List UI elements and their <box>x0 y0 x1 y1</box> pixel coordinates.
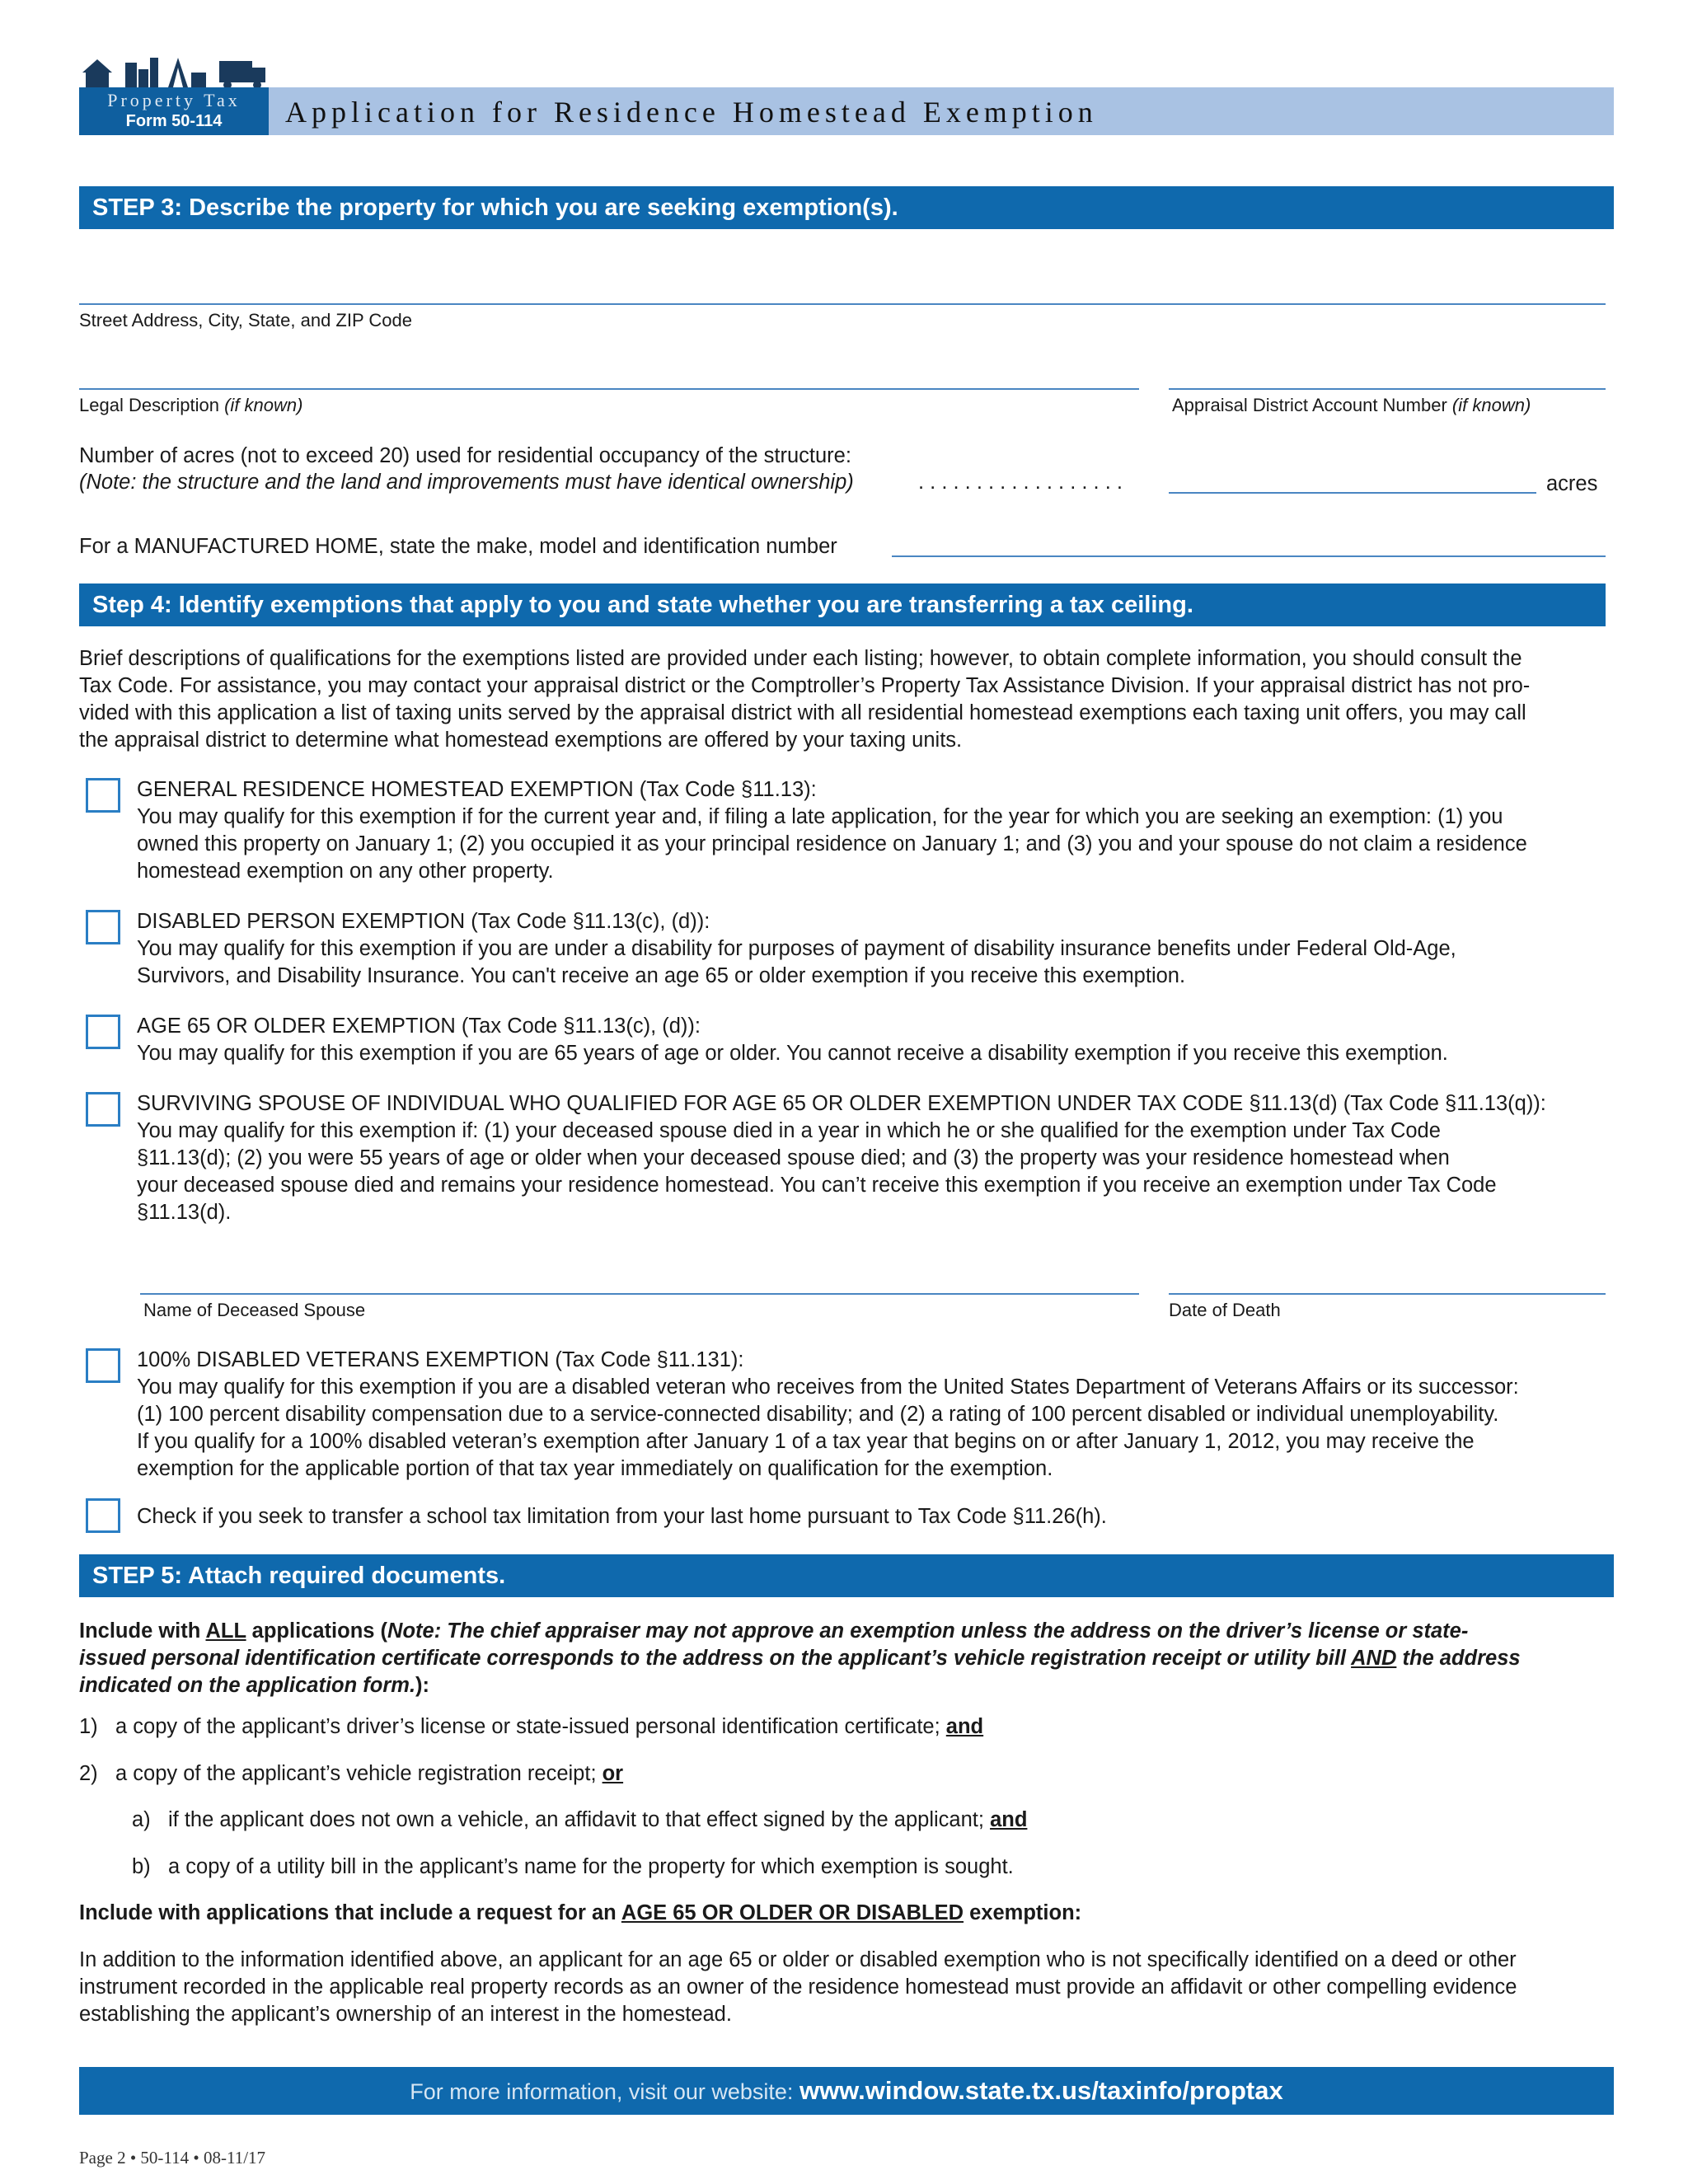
legal-description-label <box>79 394 302 417</box>
legal-description-line[interactable] <box>79 388 1139 390</box>
disabled-veterans-text4: exemption for the applicable portion of that tax year immediately on qualification for the exemption. <box>137 1457 1053 1480</box>
general-homestead-text1: You may qualify for this exemption if for the current year and, if filing a late application, for the year for which you are seeking an exemption: (1) you <box>137 805 1503 828</box>
disabled-veterans-text2: (1) 100 percent disability compensation due to a service-connected disability; and (2) a rating of 100 percent disabled or individual unemployability. <box>137 1403 1499 1426</box>
note-word: Note: <box>387 1619 442 1643</box>
account-number-text: Appraisal District Account Number <box>1172 395 1447 415</box>
step5-heading: STEP 5: Attach required documents. <box>79 1554 1614 1597</box>
step4-heading: Step 4: Identify exemptions that apply to you and state whether you are transferring a tax ceiling. <box>79 583 1606 626</box>
age65-text: You may qualify for this exemption if you are 65 years of age or older. You cannot receive a disability exemption if you receive this exemption. <box>137 1042 1448 1065</box>
date-of-death-line[interactable] <box>1169 1293 1606 1295</box>
account-number-note: (if known) <box>1451 395 1531 415</box>
disabled-veterans-text3: If you qualify for a 100% disabled veteran’s exemption after January 1 of a tax year that begins on or after January 1, 2012, you may receive the <box>137 1430 1475 1453</box>
note-line3: indicated on the application form. <box>79 1674 416 1697</box>
include-all-suffix: applications ( <box>246 1619 388 1643</box>
surviving-spouse-title: SURVIVING SPOUSE OF INDIVIDUAL WHO QUALIFIED FOR AGE 65 OR OLDER EXEMPTION UNDER TAX CODE §11.13(d) (Tax Code §11.13(q)): <box>137 1092 1546 1115</box>
include-all-line2 <box>79 1645 1521 1672</box>
doc-itema-conj: and <box>990 1808 1028 1831</box>
acres-line2: (Note: the structure and the land and improvements must have identical ownership) <box>79 471 854 494</box>
acres-input-line[interactable] <box>1169 492 1536 494</box>
acres-unit: acres <box>1546 472 1598 495</box>
doc-itema-num: a) <box>132 1808 151 1831</box>
surviving-spouse-text2: §11.13(d); (2) you were 55 years of age or older when your deceased spouse died; and (3) the property was your residence homestead when <box>137 1146 1450 1169</box>
manufactured-home-label: For a MANUFACTURED HOME, state the make, model and identification number <box>79 535 837 558</box>
doc-item1-text: a copy of the applicant’s driver’s license or state-issued personal identification certificate; <box>115 1715 946 1738</box>
general-homestead-text2: owned this property on January 1; (2) you occupied it as your principal residence on January 1; and (3) you and your spouse do not claim a residence <box>137 832 1527 855</box>
final-para-line1: In addition to the information identified above, an applicant for an age 65 or older or disabled exemption who is not specifically identified on a deed or other <box>79 1948 1517 1971</box>
include-all-prefix: Include with <box>79 1619 206 1643</box>
disabled-person-checkbox[interactable] <box>86 910 120 944</box>
step4-intro-line4: the appraisal district to determine what homestead exemptions are offered by your taxing units. <box>79 729 963 752</box>
doc-item1-conj: and <box>945 1715 984 1738</box>
legal-description-note: (if known) <box>224 395 303 415</box>
acres-line1: Number of acres (not to exceed 20) used for residential occupancy of the structure: <box>79 444 851 467</box>
surviving-spouse-checkbox[interactable] <box>86 1092 120 1127</box>
age-disabled-prefix: Include with applications that include a request for an <box>79 1901 621 1924</box>
street-address-label: Street Address, City, State, and ZIP Code <box>79 310 412 330</box>
age-disabled-underlined: AGE 65 OR OLDER OR DISABLED <box>621 1901 964 1924</box>
age65-title: AGE 65 OR OLDER EXEMPTION (Tax Code §11.13(c), (d)): <box>137 1015 701 1038</box>
disabled-person-text1: You may qualify for this exemption if you are under a disability for purposes of payment of disability insurance benefits under Federal Old-Age, <box>137 937 1456 960</box>
logo-line2: Form 50-114 <box>125 112 223 130</box>
doc-item2-conj: or <box>602 1762 624 1785</box>
step4-intro-line1: Brief descriptions of qualifications for the exemptions listed are provided under each listing; however, to obtain complete information, you should consult the <box>79 647 1522 670</box>
doc-itemb-text: a copy of a utility bill in the applicant’s name for the property for which exemption is sought. <box>168 1855 1014 1878</box>
account-number-label <box>1172 394 1531 417</box>
age65-checkbox[interactable] <box>86 1015 120 1049</box>
footer-bar <box>79 2067 1614 2115</box>
street-address-line[interactable] <box>79 303 1606 305</box>
disabled-person-text2: Survivors, and Disability Insurance. You can't receive an age 65 or older exemption if you receive this exemption. <box>137 964 1186 987</box>
property-tax-icons <box>79 54 269 89</box>
disabled-veterans-text1: You may qualify for this exemption if you are a disabled veteran who receives from the United States Department of Veterans Affairs or its successor: <box>137 1376 1519 1399</box>
logo-box <box>79 87 269 135</box>
legal-description-text: Legal Description <box>79 395 219 415</box>
general-homestead-text3: homestead exemption on any other property. <box>137 860 554 883</box>
date-of-death-label: Date of Death <box>1169 1300 1281 1320</box>
age-disabled-include <box>79 1900 1081 1927</box>
deceased-spouse-name-label: Name of Deceased Spouse <box>143 1300 366 1320</box>
note-and: AND <box>1351 1647 1397 1670</box>
final-para-line3: establishing the applicant’s ownership of an interest in the homestead. <box>79 2003 732 2026</box>
doc-item2-text: a copy of the applicant’s vehicle registration receipt; <box>115 1762 603 1785</box>
doc-itema <box>168 1807 1027 1834</box>
disabled-veterans-title: 100% DISABLED VETERANS EXEMPTION (Tax Code §11.131): <box>137 1348 744 1371</box>
include-all-line3 <box>79 1672 429 1699</box>
page-number: Page 2 • 50-114 • 08-11/17 <box>79 2148 266 2168</box>
surviving-spouse-text1: You may qualify for this exemption if: (1) your deceased spouse died in a year in which he or she qualified for the exemption under Tax Code <box>137 1119 1441 1142</box>
include-all-word: ALL <box>205 1619 246 1643</box>
step4-intro-line3: vided with this application a list of taxing units served by the appraisal district with all residential homestead exemptions each taxing unit offers, you may call <box>79 701 1526 724</box>
disabled-veterans-checkbox[interactable] <box>86 1348 120 1383</box>
include-all-line1 <box>79 1618 1468 1645</box>
manufactured-home-line[interactable] <box>892 555 1606 557</box>
acres-leader: . . . . . . . . . . . . . . . . . . <box>918 471 1123 494</box>
logo-line1: Property Tax <box>107 90 241 110</box>
account-number-line[interactable] <box>1169 388 1606 390</box>
general-homestead-checkbox[interactable] <box>86 778 120 813</box>
page-title: Application for Residence Homestead Exemption <box>285 96 1098 129</box>
final-para-line2: instrument recorded in the applicable real property records as an owner of the residence homestead must provide an affidavit or other compelling evidence <box>79 1975 1517 1999</box>
doc-itema-text: if the applicant does not own a vehicle, an affidavit to that effect signed by the applicant; <box>168 1808 991 1831</box>
general-homestead-title: GENERAL RESIDENCE HOMESTEAD EXEMPTION (Tax Code §11.13): <box>137 778 817 801</box>
note-line1: The chief appraiser may not approve an exemption unless the address on the driver’s license or state- <box>441 1619 1469 1643</box>
footer-text: For more information, visit our website: <box>410 2079 799 2104</box>
disabled-person-title: DISABLED PERSON EXEMPTION (Tax Code §11.13(c), (d)): <box>137 910 710 933</box>
note-close: ): <box>415 1674 430 1697</box>
transfer-limitation-checkbox[interactable] <box>86 1498 120 1533</box>
surviving-spouse-text4: §11.13(d). <box>137 1201 232 1224</box>
age-disabled-suffix: exemption: <box>964 1901 1082 1924</box>
doc-itemb-num: b) <box>132 1855 151 1878</box>
footer-url-link[interactable]: www.window.state.tx.us/taxinfo/proptax <box>799 2076 1283 2105</box>
note-line2b: the address <box>1396 1647 1521 1670</box>
doc-item2-num: 2) <box>79 1762 98 1785</box>
note-line2a: issued personal identification certificate corresponds to the address on the applicant’s vehicle registration receipt or utility bill <box>79 1647 1352 1670</box>
step3-heading: STEP 3: Describe the property for which you are seeking exemption(s). <box>79 186 1614 229</box>
surviving-spouse-text3: your deceased spouse died and remains your residence homestead. You can’t receive this exemption if you receive an exemption under Tax Code <box>137 1174 1497 1197</box>
deceased-spouse-name-line[interactable] <box>140 1293 1139 1295</box>
doc-item1-num: 1) <box>79 1715 98 1738</box>
form-logo <box>79 54 269 135</box>
doc-item2 <box>115 1760 623 1788</box>
step4-intro-line2: Tax Code. For assistance, you may contact your appraisal district or the Comptroller’s Property Tax Assistance Division. If your appraisal district has not pro- <box>79 674 1531 697</box>
transfer-limitation-label: Check if you seek to transfer a school tax limitation from your last home pursuant to Tax Code §11.26(h). <box>137 1505 1107 1528</box>
doc-item1 <box>115 1713 983 1741</box>
